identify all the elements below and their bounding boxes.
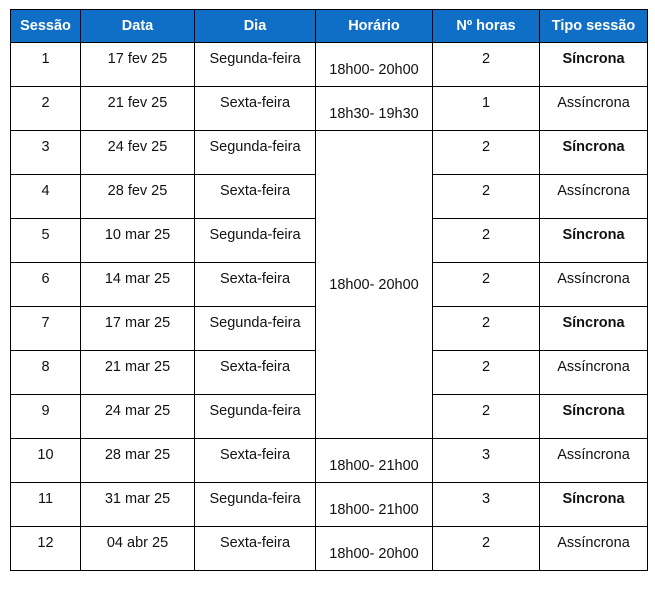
table-row (11, 527, 648, 571)
cell-horario: 18h00- 21h00 (316, 483, 433, 527)
header-data: Data (81, 10, 195, 43)
cell-horas: 2 (433, 307, 540, 351)
cell-data: 24 fev 25 (81, 131, 195, 175)
cell-data: 21 fev 25 (81, 87, 195, 131)
cell-tipo-sessao: Síncrona (540, 307, 648, 351)
cell-sessao: 12 (11, 527, 81, 571)
cell-dia: Segunda-feira (195, 307, 316, 351)
cell-horario: 18h00- 20h00 (316, 527, 433, 571)
cell-sessao: 9 (11, 395, 81, 439)
schedule-table (10, 9, 648, 571)
cell-data: 24 mar 25 (81, 395, 195, 439)
header-horas: Nº horas (433, 10, 540, 43)
cell-tipo-sessao: Síncrona (540, 395, 648, 439)
table-row (11, 87, 648, 131)
cell-data: 04 abr 25 (81, 527, 195, 571)
cell-tipo-sessao: Assíncrona (540, 263, 648, 307)
cell-horas: 3 (433, 483, 540, 527)
cell-horas: 2 (433, 43, 540, 87)
cell-sessao: 8 (11, 351, 81, 395)
cell-horas: 1 (433, 87, 540, 131)
cell-sessao: 10 (11, 439, 81, 483)
cell-tipo-sessao: Assíncrona (540, 527, 648, 571)
cell-horas: 3 (433, 439, 540, 483)
cell-data: 17 fev 25 (81, 43, 195, 87)
cell-tipo-sessao: Assíncrona (540, 87, 648, 131)
header-sessao: Sessão (11, 10, 81, 43)
cell-horas: 2 (433, 175, 540, 219)
cell-horas: 2 (433, 527, 540, 571)
cell-data: 28 fev 25 (81, 175, 195, 219)
cell-dia: Segunda-feira (195, 131, 316, 175)
cell-dia: Sexta-feira (195, 439, 316, 483)
header-row (11, 10, 648, 43)
cell-data: 10 mar 25 (81, 219, 195, 263)
cell-horas: 2 (433, 263, 540, 307)
cell-sessao: 2 (11, 87, 81, 131)
header-horario: Horário (316, 10, 433, 43)
table-row (11, 483, 648, 527)
cell-horas: 2 (433, 219, 540, 263)
cell-horario: 18h00- 21h00 (316, 439, 433, 483)
cell-sessao: 11 (11, 483, 81, 527)
cell-dia: Segunda-feira (195, 483, 316, 527)
cell-horas: 2 (433, 131, 540, 175)
cell-tipo-sessao: Síncrona (540, 131, 648, 175)
cell-dia: Sexta-feira (195, 175, 316, 219)
cell-sessao: 3 (11, 131, 81, 175)
cell-data: 14 mar 25 (81, 263, 195, 307)
cell-dia: Segunda-feira (195, 43, 316, 87)
cell-tipo-sessao: Assíncrona (540, 351, 648, 395)
cell-dia: Segunda-feira (195, 219, 316, 263)
header-dia: Dia (195, 10, 316, 43)
cell-data: 17 mar 25 (81, 307, 195, 351)
cell-dia: Sexta-feira (195, 263, 316, 307)
cell-sessao: 6 (11, 263, 81, 307)
cell-sessao: 1 (11, 43, 81, 87)
cell-tipo-sessao: Assíncrona (540, 439, 648, 483)
cell-dia: Sexta-feira (195, 351, 316, 395)
cell-horario: 18h00- 20h00 (316, 43, 433, 87)
cell-sessao: 4 (11, 175, 81, 219)
cell-data: 21 mar 25 (81, 351, 195, 395)
cell-dia: Sexta-feira (195, 87, 316, 131)
cell-horario: 18h30- 19h30 (316, 87, 433, 131)
cell-data: 28 mar 25 (81, 439, 195, 483)
cell-tipo-sessao: Assíncrona (540, 175, 648, 219)
cell-sessao: 7 (11, 307, 81, 351)
cell-sessao: 5 (11, 219, 81, 263)
cell-dia: Segunda-feira (195, 395, 316, 439)
cell-horas: 2 (433, 351, 540, 395)
header-tipo-sessao: Tipo sessão (540, 10, 648, 43)
cell-tipo-sessao: Síncrona (540, 219, 648, 263)
cell-data: 31 mar 25 (81, 483, 195, 527)
cell-horario-merged: 18h00- 20h00 (316, 131, 433, 439)
cell-tipo-sessao: Síncrona (540, 483, 648, 527)
table-row (11, 131, 648, 175)
cell-horas: 2 (433, 395, 540, 439)
table-row (11, 43, 648, 87)
cell-tipo-sessao: Síncrona (540, 43, 648, 87)
cell-dia: Sexta-feira (195, 527, 316, 571)
table-row (11, 439, 648, 483)
